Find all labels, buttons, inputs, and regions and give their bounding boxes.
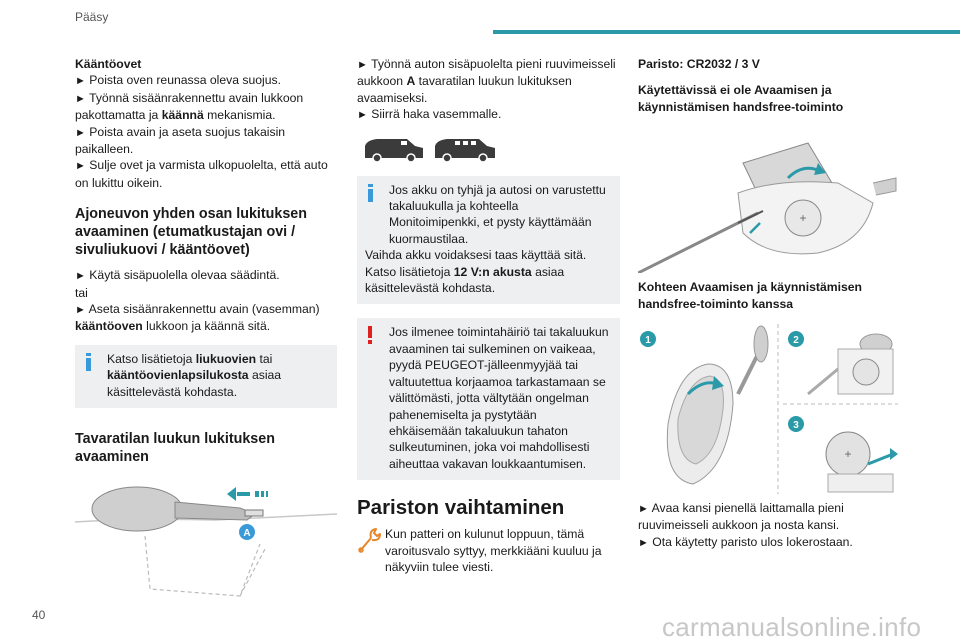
without-handsfree-heading: Käytettävissä ei ole Avaamisen ja käynnistämisen handsfree-toiminto: [638, 83, 844, 114]
arrow-icon: ►: [75, 160, 86, 173]
battery-type: Paristo: CR2032 / 3 V: [638, 57, 760, 71]
step: [75, 90, 337, 124]
step: [638, 500, 898, 534]
arrow-icon: ►: [75, 304, 86, 317]
step-bold: kääntöoven: [75, 319, 143, 334]
info-note-battery: [357, 176, 620, 305]
header-accent-bar: [493, 30, 960, 34]
info-note-text-3: Katso lisätietoja 12 V:n akusta asiaa käsittelevästä kohdasta.: [365, 264, 565, 296]
step-text: Siirrä haka vasemmalle.: [371, 107, 502, 122]
callout-label-a: A: [243, 528, 251, 540]
step-text: Poista oven reunassa oleva suojus.: [89, 73, 282, 88]
one-part-block: [75, 267, 337, 335]
svg-text:+: +: [799, 211, 807, 226]
tailgate-heading: Tavaratilan luukun lukituksen avaaminen: [75, 431, 275, 466]
battery-steps: [638, 500, 898, 551]
arrow-icon: ►: [75, 75, 86, 88]
arrow-icon: ►: [75, 270, 86, 283]
svg-text:+: +: [844, 447, 852, 462]
arrow-icon: ►: [357, 109, 368, 122]
battery-warning-block: [357, 526, 620, 575]
swing-doors-block: [75, 56, 337, 191]
step: [357, 106, 620, 123]
step-text: Poista avain ja aseta suojus takaisin paikalleen.: [75, 124, 286, 157]
screwdriver-steps: [357, 56, 620, 124]
step-text: mekanismia.: [207, 108, 276, 123]
watermark: carmanualsonline.info: [662, 612, 922, 640]
battery-change-heading: Pariston vaihtaminen: [357, 496, 565, 520]
step: [75, 72, 337, 89]
arrow-icon: ►: [638, 536, 649, 549]
step-text: Työnnä sisäänrakennettu avain lukkoon pakottamatta ja: [75, 90, 304, 123]
column-1: [75, 56, 337, 599]
van-silhouettes: [363, 134, 503, 164]
step-label-3: 3: [793, 420, 799, 432]
section-title: Pääsy: [75, 10, 109, 24]
step-text: Työnnä auton sisäpuolelta pieni ruuvimeisseli aukkoon: [357, 57, 616, 89]
step-label-1: 1: [645, 335, 651, 347]
warning-note: [357, 318, 620, 480]
one-part-heading: Ajoneuvon yhden osan lukituksen avaaminen (etumatkustajan ovi / sivuliukuovi / kääntöovet): [75, 206, 307, 259]
step-text: Avaa kansi pienellä laittamalla pieni ruuvimeisseli aukkoon ja nosta kansi.: [638, 501, 844, 533]
column-3: [638, 56, 898, 551]
swing-doors-title: Kääntöovet: [75, 57, 142, 71]
step: [638, 534, 898, 551]
key-open-illustration: [638, 123, 898, 273]
step-text: Käytä sisäpuolella olevaa säädintä.: [89, 268, 280, 283]
step: [75, 124, 337, 158]
column-2: [357, 56, 620, 575]
info-icon: [83, 353, 95, 371]
wrench-icon: [357, 526, 381, 554]
battery-warning-text: Kun patteri on kulunut loppuun, tämä varoitusvalo syttyy, merkkiääni kuuluu ja näkyviin tulee viesti.: [385, 527, 602, 574]
info-note-text-2: Vaihda akku voidaksesi taas käyttää sitä.: [365, 248, 587, 263]
step-text: tavaratilan luukun lukituksen avaamiseksi.: [357, 74, 572, 105]
arrow-icon: ►: [75, 92, 86, 105]
step: [75, 157, 337, 191]
arrow-icon: ►: [638, 503, 649, 516]
warning-icon: [367, 326, 373, 344]
step-text: Ota käytetty paristo ulos lokerostaan.: [652, 534, 853, 549]
info-note: [75, 345, 337, 408]
tailgate-key-illustration: [75, 474, 337, 599]
step: [357, 56, 620, 106]
with-handsfree-heading: Kohteen Avaamisen ja käynnistämisen handsfree-toiminto kanssa: [638, 280, 862, 311]
step: [75, 267, 337, 284]
info-note-text-1: Jos akku on tyhjä ja autosi on varustettu takaluukulla ja kohteella Monitoimipenkki, et pysty käyttämään kuormaustilaa.: [389, 182, 606, 246]
step-text: Sulje ovet ja varmista ulkopuolelta, että auto on lukittu oikein.: [75, 158, 328, 190]
info-icon: [365, 184, 377, 202]
info-note-text: Katso lisätietoja liukuovien tai kääntöovienlapsilukosta asiaa käsittelevästä kohdasta.: [107, 351, 282, 399]
step: [75, 301, 337, 335]
arrow-icon: ►: [357, 59, 368, 71]
step-label-2: 2: [793, 335, 799, 347]
arrow-icon: ►: [75, 126, 86, 139]
key-battery-steps-illustration: [638, 324, 898, 494]
step-text: Aseta sisäänrakennettu avain (vasemman): [88, 302, 320, 317]
step-text: lukkoon ja käännä sitä.: [146, 319, 271, 334]
step-bold: A: [406, 74, 416, 89]
warning-note-text: Jos ilmenee toimintahäiriö tai takaluukun avaaminen tai sulkeminen on vaikeaa, pyydä PEUGEOT-jälleenmyyjää tai valtuutettua korjaamoa tarkastamaan se välittömästi, jotta vältytään ongelman pahenemiselta ja pystytään ehkäisemään takaluukun tahaton sulkeutuminen, joka voi mahdollisesti aiheuttaa vakavan loukkaantumisen.: [389, 325, 609, 471]
or-text: tai: [75, 285, 88, 300]
step-bold: käännä: [161, 108, 204, 123]
page-number: 40: [32, 608, 46, 622]
